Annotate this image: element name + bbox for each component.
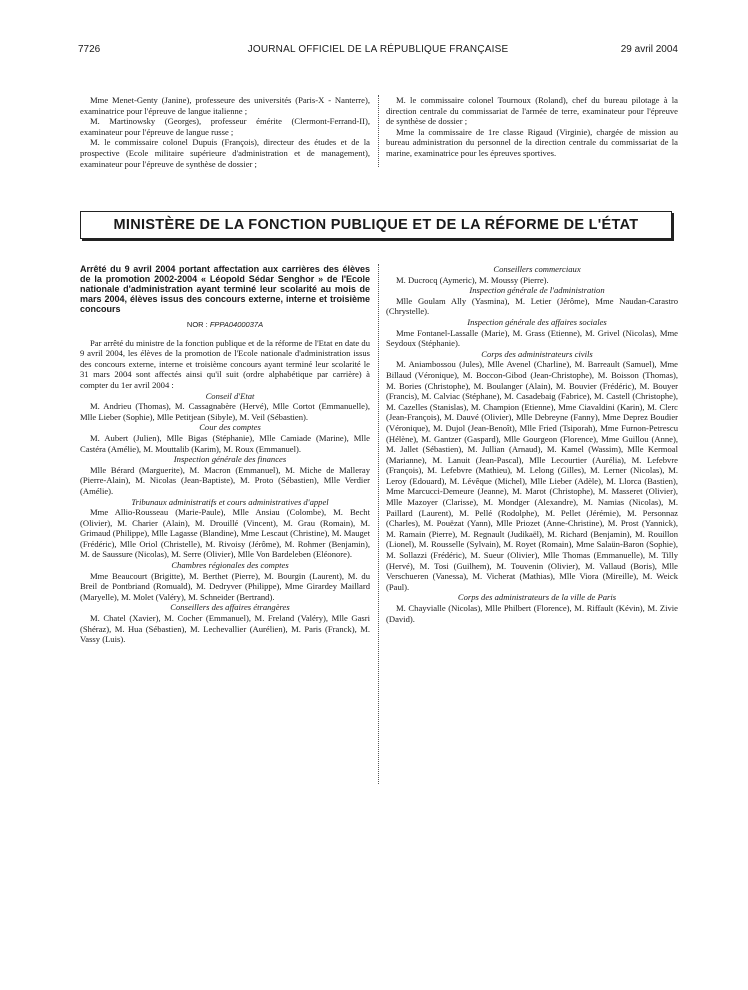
column-divider (378, 264, 379, 784)
paragraph: M. Martinowsky (Georges), professeur émérite (Clermont-Ferrand-II), examinateur pour l'épreuve de langue russe ; (80, 116, 370, 137)
decree-title: Arrêté du 9 avril 2004 portant affectation aux carrières des élèves de la promotion 2002-2004 « Léopold Sédar Senghor » de l'Ecole nationale d'administration ayant terminé leur scolarité au mois de mars 2004, élèves issus des concours externe, interne et troisième concours (80, 264, 370, 314)
section-heading: Conseillers des affaires étrangères (170, 602, 290, 613)
section-heading: Chambres régionales des comptes (171, 560, 289, 571)
paragraph: M. le commissaire colonel Dupuis (François), directeur des études et de la prospective (Ecole militaire supérieure d'administration et de management), examinateur pour l'épreuve de synthèse de dossier ; (80, 137, 370, 169)
section-heading: Conseil d'Etat (205, 390, 255, 401)
left-column (80, 264, 370, 645)
right-column (386, 264, 678, 624)
page-number: 7726 (78, 44, 101, 55)
nor-code: FPPA0400037A (209, 320, 264, 329)
section-text: M. Ducrocq (Aymeric), M. Moussy (Pierre). (396, 274, 549, 285)
section-text: Mlle Goulam Ally (Yasmina), M. Letier (Jérôme), Mme Naudan-Carastro (Chrystelle). (386, 295, 678, 317)
top-right-column (386, 95, 678, 159)
ministry-banner: MINISTÈRE DE LA FONCTION PUBLIQUE ET DE LA RÉFORME DE L'ÉTAT (80, 211, 672, 239)
section-text: Mlle Bérard (Marguerite), M. Macron (Emmanuel), M. Miche de Malleray (Pierre-Alain), M. Nicolas (Jean-Baptiste), M. Proto (Sébastien), Mlle Verdier (Amélie). (80, 464, 370, 496)
nor-label: NOR : (186, 320, 208, 329)
paragraph: M. le commissaire colonel Tournoux (Roland), chef du bureau pilotage à la direction centrale du commissariat de l'armée de terre, examinateur pour l'épreuve de synthèse de dossier ; (386, 95, 678, 127)
section-text: M. Andrieu (Thomas), M. Cassagnabère (Hervé), Mlle Cortot (Emmanuelle), Mlle Lieber (Sophie), Mlle Petitjean (Sibyle), M. Veil (Sébastien). (80, 401, 370, 422)
section-heading: Inspection générale des affaires sociales (467, 316, 607, 327)
page-header (78, 44, 678, 58)
section-text: Mme Fontanel-Lassalle (Marie), M. Grass (Etienne), M. Grivel (Nicolas), Mme Seydoux (Stéphanie). (386, 327, 678, 349)
nor-reference (80, 320, 370, 331)
decree-intro: Par arrêté du ministre de la fonction publique et de la réforme de l'Etat en date du 9 avril 2004, les élèves de la promotion de l'Ecole nationale d'administration issus des concours externe, interne et troisième concours ayant terminé leur scolarité le 31 mars 2004 sont affectés ainsi qu'il suit (ordre alphabétique par carrière) à compter du 1er avril 2004 : (80, 337, 370, 390)
paragraph: Mme Menet-Genty (Janine), professeure des universités (Paris-X - Nanterre), examinatrice pour l'épreuve de langue italienne ; (80, 95, 370, 116)
section-text: M. Chayvialle (Nicolas), Mlle Philbert (Florence), M. Riffault (Kévin), M. Zivie (David). (386, 603, 678, 624)
section-heading: Tribunaux administratifs et cours administratives d'appel (131, 496, 329, 507)
journal-title: JOURNAL OFFICIEL DE LA RÉPUBLIQUE FRANÇAISE (247, 44, 509, 55)
column-divider (378, 95, 379, 167)
paragraph: Mme la commissaire de 1re classe Rigaud (Virginie), chargée de mission au bureau administration du personnel de la direction centrale du commissariat de la marine, examinatrice pour les épreuves sportives. (386, 126, 678, 158)
publication-date: 29 avril 2004 (620, 44, 678, 55)
section-text: M. Chatel (Xavier), M. Cocher (Emmanuel), M. Freland (Valéry), Mlle Gasri (Shéraz), M. Hua (Sébastien), M. Lechevallier (Aurélien), M. Paris (Franck), M. Vassy (Luis). (80, 613, 370, 645)
section-text: Mme Beaucourt (Brigitte), M. Berthet (Pierre), M. Bourgin (Laurent), M. du Breil de Pontbriand (Romuald), M. Dedryver (Philippe), Mme Girardey Maillard (Maryelle), M. Molet (Valéry), M. Schneider (Bertrand). (80, 570, 370, 602)
section-text: M. Aniambossou (Jules), Mlle Avenel (Charline), M. Barreault (Samuel), Mme Billaud (Véronique), M. Boccon-Gibod (Jean-Christophe), M. Boisson (Thomas), M. Bories (Christophe), M. Boulanger (Alain), M. Bouvier (Frédéric), M. Bouyer (Francis), M. Calviac (Stéphane), M. Casadebaig (Fabrice), M. Castell (Christophe), M. Cazelles (Stanislas), M. Champion (Etienne), Mme Ciavaldini (Karin), M. Clerc (Jean-François), M. Dauvé (Olivier), Mlle Debreyne (Fanny), Mme Deprez Boudier (Véronique), M. Dujol (Jean-Benoît), Mlle Fried (Tsiporah), Mme Furnon-Petrescu (Hélène), M. Gantzer (Gaspard), Mlle Gourgeon (Florence), Mme Guillou (Anne), M. Jallet (Sébastien), M. Jullian (Arnaud), M. Kamel (Wassim), Mlle Kermoal (Marianne), M. Lanuit (Jean-Pascal), Mlle Lecourtier (Aurélia), M. Lefebvre (François), M. Lefebvre (Mathieu), M. Lelong (Gilles), M. Lerner (Nicolas), M. Leroy (Edouard), M. Lévêque (Michel), Mlle Lieber (Adèle), M. Llorca (Bastien), Mme Marcucci-Demeure (Jeanne), M. Marot (Christophe), M. Masseret (Olivier), Mlle Mazoyer (Clarisse), M. Mondger (Alexandre), M. Namias (Nicolas), M. Paillard (Laurent), M. Pellé (Rodolphe), M. Pellet (Jérémie), M. Personnaz (Charles), M. Pouëzat (Yann), Mlle Priozet (Anne-Christine), M. Prost (Yannick), M. Ramain (Pierre), M. Regnault (Judikaël), M. Richard (Benjamin), M. Rouillon (Lionel), M. Rousselle (Sylvain), M. Royet (Romain), Mme Salaün-Baron (Sophie), M. Sollazzi (Frédéric), M. Sueur (Olivier), Mlle Thomas (Emmanuelle), M. Tilly (Hervé), M. Tosi (Guilhem), M. Touvenin (Olivier), M. Vallaud (Boris), Mlle Verschueren (Vanessa), M. Vicherat (Mathias), Mlle Viora (Mireille), M. Weick (Paul). (386, 359, 678, 592)
top-left-column (80, 95, 370, 169)
section-heading: Inspection générale de l'administration (469, 285, 605, 296)
section-text: M. Aubert (Julien), Mlle Bigas (Stéphanie), Mlle Camiade (Marine), Mlle Castéra (Amélie), M. Mouttalib (Karim), M. Roux (Emmanuel). (80, 432, 370, 454)
section-heading: Inspection générale des finances (173, 454, 287, 465)
section-heading: Cour des comptes (199, 422, 261, 433)
section-heading: Corps des administrateurs de la ville de Paris (457, 592, 617, 603)
section-text: Mme Allio-Rousseau (Marie-Paule), Mlle Ansiau (Colombe), M. Becht (Olivier), M. Charier (Alain), M. Drouillé (Vincent), M. Grau (Romain), M. Grimaud (Philippe), Mlle Lagasse (Blandine), Mme Lescaut (Christine), M. Mauget (Frédéric), Mlle Oriol (Christelle), M. Rivoisy (Jérôme), M. Rohmer (Benjamin), M. de Saussure (Nicolas), M. Serre (Olivier), Mlle Von Bardeleben (Eléonore). (80, 507, 370, 560)
section-heading: Corps des administrateurs civils (481, 348, 593, 359)
section-heading: Conseillers commerciaux (493, 264, 581, 274)
